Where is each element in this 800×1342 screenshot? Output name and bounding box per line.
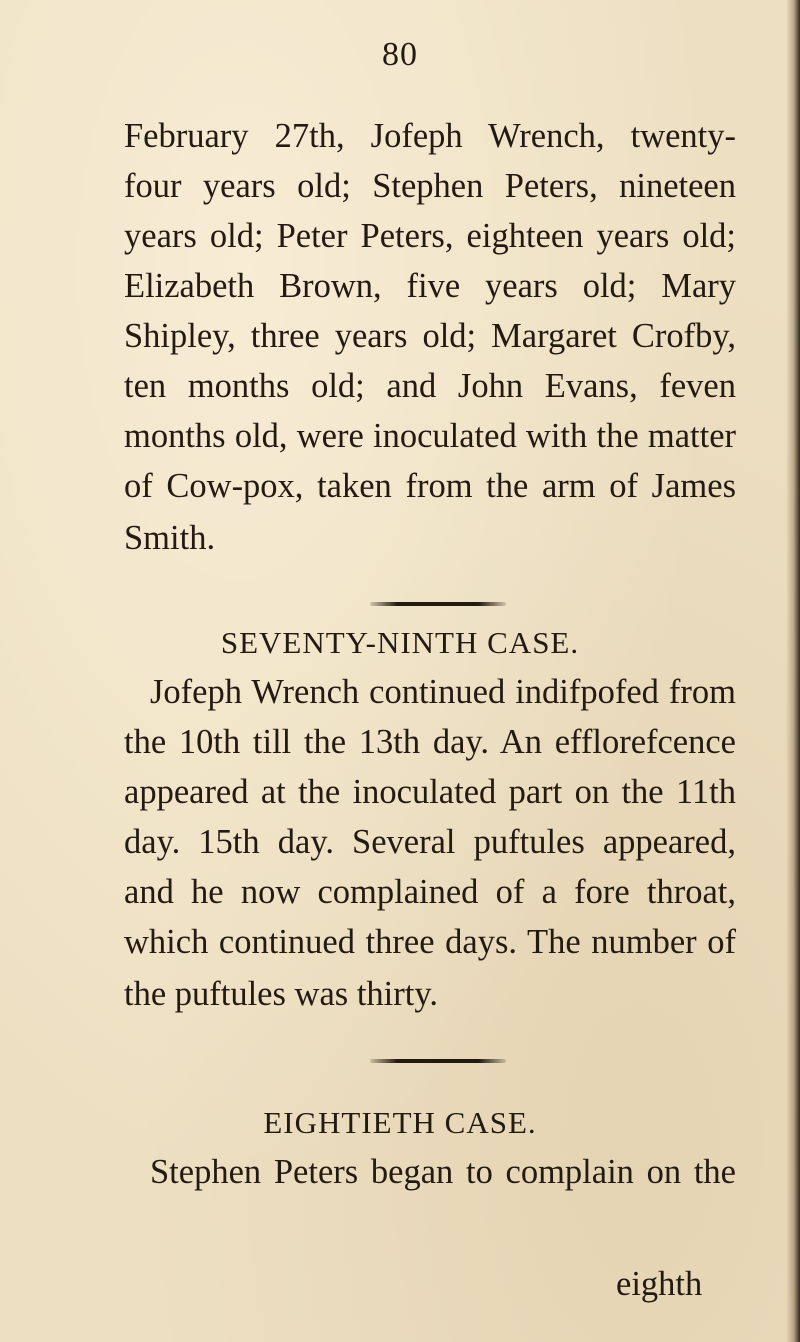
text-line: and he now complained of a fore throat, [124, 873, 736, 911]
text-line: appeared at the inoculated part on the 11th [124, 773, 736, 811]
text-line: months old, were inoculated with the matter [124, 417, 736, 455]
section-divider [370, 602, 506, 606]
text-line: the puftules was thirty. [124, 975, 438, 1013]
section-divider [370, 1059, 506, 1063]
text-line: years old; Peter Peters, eighteen years old; [124, 217, 736, 255]
case-heading: SEVENTY-NINTH CASE. [220, 625, 580, 660]
text-line: ten months old; and John Evans, feven [124, 367, 736, 405]
text-line: which continued three days. The number of [124, 923, 736, 961]
catchword: eighth [616, 1265, 703, 1303]
page-number: 80 [382, 36, 418, 73]
text-line: day. 15th day. Several puftules appeared, [124, 823, 736, 861]
text-line: Shipley, three years old; Margaret Crofby, [124, 317, 736, 355]
text-line: Stephen Peters began to complain on the [150, 1153, 736, 1191]
text-line: Elizabeth Brown, five years old; Mary [124, 267, 736, 305]
case-heading: EIGHTIETH CASE. [263, 1105, 537, 1140]
text-line: of Cow-pox, taken from the arm of James [124, 467, 736, 505]
text-line: four years old; Stephen Peters, nineteen [124, 167, 736, 205]
text-line: February 27th, Jofeph Wrench, twenty- [124, 117, 736, 155]
text-line: Smith. [124, 519, 216, 557]
text-line: Jofeph Wrench continued indifpofed from [150, 673, 736, 711]
text-line: the 10th till the 13th day. An efflorefcence [124, 723, 736, 761]
